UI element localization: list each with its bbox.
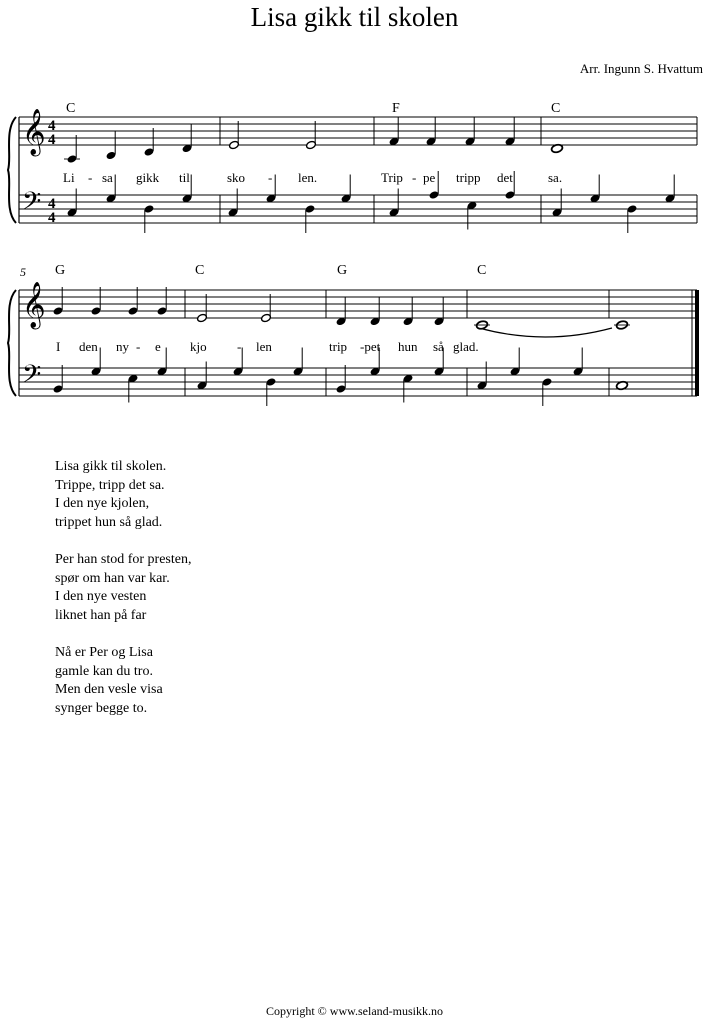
lyric-syllable: len. — [298, 170, 318, 185]
grand-staff-brace — [8, 290, 16, 396]
lyric-syllable: trip — [329, 339, 348, 354]
quarter-note — [336, 365, 347, 394]
lyric-syllable: kjo — [190, 339, 207, 354]
quarter-note — [341, 175, 352, 204]
quarter-note — [182, 125, 193, 154]
lyric-syllable: - — [412, 170, 417, 185]
verse-line: trippet hun så glad. — [55, 514, 163, 530]
lyrics-line-2 — [56, 339, 479, 354]
quarter-note — [293, 348, 304, 377]
quarter-note — [573, 348, 584, 377]
quarter-note — [266, 377, 277, 406]
verse-line: Lisa gikk til skolen. — [55, 459, 167, 474]
quarter-note — [157, 287, 168, 316]
verse-line: liknet han på far — [55, 607, 147, 623]
lyric-syllable: - — [237, 339, 242, 354]
quarter-note — [434, 298, 445, 327]
quarter-note — [144, 204, 155, 233]
verse-line: I den nye kjolen, — [55, 496, 150, 512]
verse-block — [55, 458, 191, 532]
time-signature-bottom: 4 — [48, 210, 56, 226]
half-note — [306, 121, 317, 150]
lyric-syllable: I — [56, 339, 61, 354]
quarter-note — [403, 298, 414, 327]
half-note — [229, 121, 240, 150]
lyric-syllable: e — [155, 339, 161, 354]
quarter-note — [64, 135, 80, 164]
quarter-note — [370, 298, 381, 327]
chord-symbol: C — [66, 101, 76, 116]
score — [0, 0, 709, 420]
lyric-syllable: den — [79, 339, 98, 354]
whole-note — [614, 320, 630, 330]
verse-line: spør om han var kar. — [55, 570, 170, 586]
bass-clef-icon: 𝄢 — [22, 188, 42, 221]
lyric-syllable: hun — [398, 339, 418, 354]
lyric-syllable: sa. — [548, 170, 563, 185]
time-signature-top: 4 — [48, 118, 56, 134]
quarter-note — [228, 189, 239, 218]
lyric-syllable: ny — [116, 339, 129, 354]
quarter-note — [665, 175, 676, 204]
quarter-note — [426, 118, 437, 147]
quarter-note — [91, 287, 102, 316]
quarter-note — [106, 132, 117, 161]
quarter-note — [627, 204, 638, 233]
chord-symbol: F — [392, 101, 400, 116]
lyric-syllable: Trip — [381, 170, 403, 185]
treble-clef-icon: 𝄞 — [22, 282, 46, 327]
lyric-syllable: til — [179, 170, 190, 185]
lyric-syllable: sko — [227, 170, 246, 185]
quarter-note — [53, 365, 64, 394]
verse-line: Nå er Per og Lisa — [55, 644, 153, 660]
lyric-syllable: sa — [102, 170, 113, 185]
lyric-syllable: gikk — [136, 170, 160, 185]
tie — [479, 328, 612, 337]
time-signature-top: 4 — [48, 196, 56, 212]
verse-block — [55, 644, 191, 718]
verse-line: gamle kan du tro. — [55, 663, 153, 679]
quarter-note — [505, 118, 516, 147]
quarter-note — [389, 189, 400, 218]
time-signature-bottom: 4 — [48, 132, 56, 148]
quarter-note — [336, 298, 347, 327]
quarter-note — [403, 374, 414, 403]
grand-staff-brace — [8, 117, 16, 223]
whole-note — [474, 320, 490, 330]
copyright-notice: Copyright © www.seland-musikk.no — [266, 1004, 443, 1018]
lyric-syllable: len — [256, 339, 272, 354]
quarter-note — [128, 287, 139, 316]
verse-line: Men den vesle visa — [55, 682, 163, 698]
lyric-syllable: -pet — [360, 339, 381, 354]
quarter-note — [552, 189, 563, 218]
treble-staff — [19, 117, 697, 145]
chord-symbol: G — [337, 263, 348, 278]
lyric-syllable: Li — [63, 170, 75, 185]
system-1 — [8, 101, 697, 233]
verse-line: synger begge to. — [55, 700, 148, 716]
song-title: Lisa gikk til skolen — [250, 2, 459, 32]
lyrics-line-1 — [63, 170, 562, 185]
lyric-syllable: tripp — [456, 170, 481, 185]
quarter-note — [542, 377, 553, 406]
quarter-note — [67, 189, 78, 218]
half-note — [197, 294, 208, 323]
final-barline — [692, 290, 699, 396]
bass-clef-icon: 𝄢 — [22, 361, 42, 394]
half-note — [261, 294, 272, 323]
chord-symbol: C — [195, 263, 205, 278]
measure-number: 5 — [20, 265, 26, 279]
lyric-syllable: det — [497, 170, 513, 185]
lyric-syllable: - — [88, 170, 93, 185]
system-2 — [8, 263, 699, 406]
verse-line: I den nye vesten — [55, 589, 147, 605]
quarter-note — [467, 201, 478, 230]
lyric-syllable: glad. — [453, 339, 479, 354]
chord-symbol: C — [551, 101, 561, 116]
quarter-note — [477, 362, 488, 391]
verse-block — [55, 551, 191, 625]
quarter-note — [197, 362, 208, 391]
lyric-syllable: så — [433, 339, 444, 354]
quarter-note — [305, 204, 316, 233]
quarter-note — [510, 348, 521, 377]
treble-staff — [19, 290, 697, 318]
quarter-note — [590, 175, 601, 204]
quarter-note — [144, 128, 155, 157]
verse-line: Trippe, tripp det sa. — [55, 477, 165, 493]
verses — [55, 458, 191, 737]
quarter-note — [53, 287, 64, 316]
quarter-note — [465, 118, 476, 147]
lyric-syllable: - — [268, 170, 273, 185]
lyric-syllable: pe — [423, 170, 436, 185]
lyric-syllable: - — [136, 339, 141, 354]
quarter-note — [128, 374, 139, 403]
treble-clef-icon: 𝄞 — [22, 109, 46, 154]
verse-line: Per han stod for presten, — [55, 551, 192, 567]
chord-symbol: C — [477, 263, 487, 278]
quarter-note — [389, 118, 400, 147]
bass-staff — [19, 368, 697, 396]
chord-symbol: G — [55, 263, 66, 278]
arranger-credit: Arr. Ingunn S. Hvattum — [579, 61, 703, 76]
